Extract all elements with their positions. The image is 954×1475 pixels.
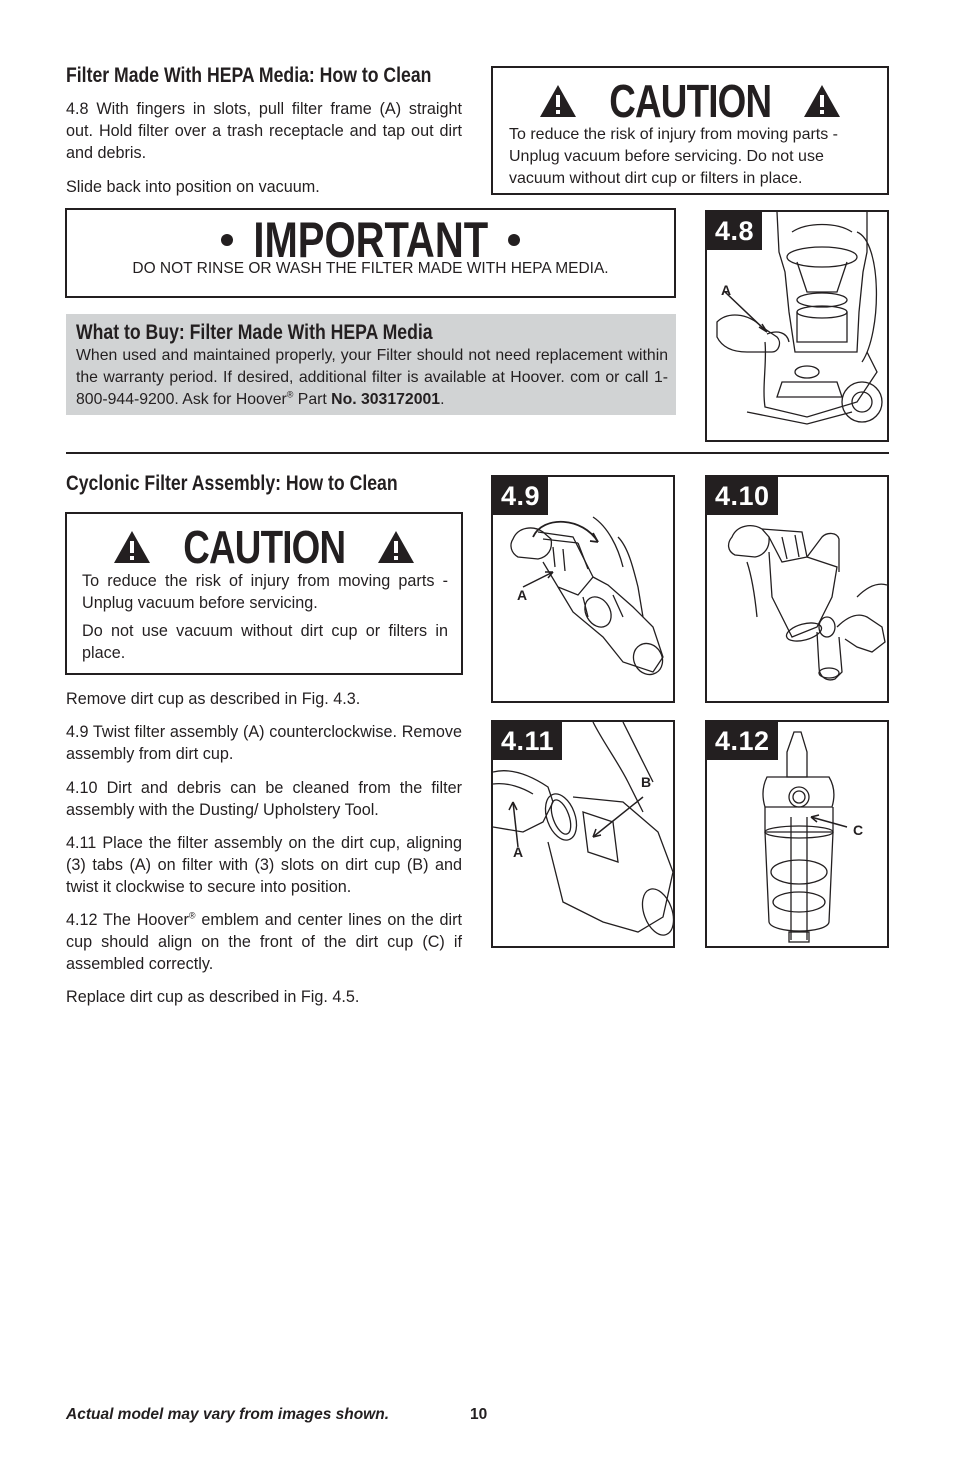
- warning-triangle-icon: [803, 84, 841, 118]
- callout-b: B: [641, 774, 652, 790]
- figure-4-10: [705, 475, 889, 703]
- footer-note: Actual model may vary from images shown.: [66, 1406, 390, 1423]
- step-4-10-text: 4.10 Dirt and debris can be cleaned from the filter assembly with the Dusting/ Upholstery Tool.: [66, 779, 462, 819]
- callout-c: C: [853, 822, 864, 838]
- important-word: IMPORTANT: [253, 212, 488, 268]
- caution-header: [493, 76, 887, 126]
- step-4-9-text: 4.9 Twist filter assembly (A) counterclockwise. Remove assembly from dirt cup.: [66, 723, 462, 763]
- figure-4-11: [491, 720, 675, 948]
- figure-label: 4.12: [707, 722, 778, 760]
- slide-back-text: Slide back into position on vacuum.: [66, 178, 320, 196]
- warning-triangle-icon: [539, 84, 577, 118]
- caution-word: CAUTION: [608, 75, 772, 127]
- bullet-icon: [221, 234, 233, 246]
- page-number: 10: [470, 1406, 488, 1423]
- figure-label: 4.8: [707, 212, 762, 250]
- bullet-icon: [508, 234, 520, 246]
- section-divider: [66, 452, 889, 454]
- callout-a: A: [513, 844, 524, 860]
- step-4-11-text: 4.11 Place the filter assembly on the dirt cup, aligning (3) tabs (A) on filter with (3) slots on dirt cup (B) and twist it clockwise to secure into position.: [66, 834, 462, 896]
- what-to-buy-panel: [66, 314, 676, 415]
- replace-dirt-cup-text: Replace dirt cup as described in Fig. 4.5.: [66, 988, 360, 1006]
- caution-box-top: [491, 66, 889, 195]
- warning-triangle-icon: [377, 530, 415, 564]
- important-header: [67, 214, 674, 266]
- caution-box-mid: [65, 512, 463, 675]
- caution-word: CAUTION: [182, 521, 346, 573]
- caution-mid-text-2: Do not use vacuum without dirt cup or filters in place.: [82, 622, 448, 662]
- what-to-buy-text: When used and maintained properly, your Filter should not need replacement within the warranty period. If desired, additional filter is available at Hoover. com or call 1-800-944-9200. Ask for Hoover® Part No. 303172001.: [76, 347, 668, 408]
- warning-triangle-icon: [113, 530, 151, 564]
- section-title-cyclonic-clean: Cyclonic Filter Assembly: How to Clean: [66, 472, 398, 495]
- caution-mid-text-1: To reduce the risk of injury from moving parts - Unplug vacuum before servicing.: [82, 572, 448, 612]
- section-title-hepa-clean: Filter Made With HEPA Media: How to Clean: [66, 64, 432, 87]
- figure-4-8: [705, 210, 889, 442]
- figure-label: 4.9: [493, 477, 548, 515]
- figure-label: 4.10: [707, 477, 778, 515]
- figure-label: 4.11: [493, 722, 562, 760]
- step-4-12-text: 4.12 The Hoover® emblem and center lines on the dirt cup should align on the front of the dirt cup (C) if assembled correctly.: [66, 910, 462, 973]
- caution-header: [67, 522, 461, 572]
- callout-a: A: [721, 282, 732, 298]
- remove-dirt-cup-text: Remove dirt cup as described in Fig. 4.3.: [66, 690, 361, 708]
- step-4-8-text: 4.8 With fingers in slots, pull filter frame (A) straight out. Hold filter over a trash receptacle and tap out dirt and debris.: [66, 100, 462, 162]
- what-to-buy-title: What to Buy: Filter Made With HEPA Media: [76, 321, 433, 344]
- important-box: [65, 208, 676, 298]
- caution-top-text: To reduce the risk of injury from moving parts - Unplug vacuum before servicing. Do not use vacuum without dirt cup or filters in place.: [509, 126, 839, 187]
- figure-4-9: [491, 475, 675, 703]
- callout-a: A: [517, 587, 528, 603]
- figure-4-12: [705, 720, 889, 948]
- important-text: DO NOT RINSE OR WASH THE FILTER MADE WITH HEPA MEDIA.: [132, 260, 609, 277]
